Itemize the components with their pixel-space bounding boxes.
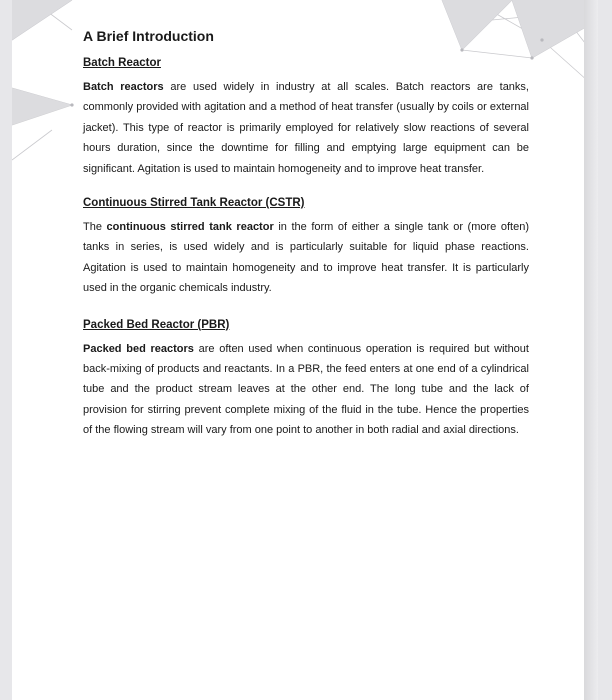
batch-reactor-text: are used widely in industry at all scales. Batch reactors are tanks, commonly provided with agitation and a method of heat transfer (usually by coils or external jacket). This type of reactor is primarily employed for relatively slow reactions of several hours duration, since the downtime for filling and emptying large equipment can be significant. Agitation is used to maintain homogeneity and to improve heat transfer.: [83, 81, 529, 175]
cstr-text: in the form of either a single tank or (more often) tanks in series, is used widely and is particularly suitable for liquid phase reactions. Agitation is used to maintain homogeneity and to improve heat transfer. It is particularly used in the organic chemicals industry.: [83, 221, 529, 295]
section-heading-batch-reactor: Batch Reactor: [83, 57, 161, 69]
document-page: [12, 0, 598, 700]
document-body: [83, 27, 529, 441]
pbr-paragraph: [83, 339, 529, 441]
document-title: A Brief Introduction: [83, 28, 214, 44]
batch-reactor-paragraph: [83, 77, 529, 179]
pbr-text: are often used when continuous operation is required but without back-mixing of products and reactants. In a PBR, the feed enters at one end of a cylindrical tube and the product stream leaves at the other end. The long tube and the lack of provision for stirring prevent complete mixing of the fluid in the tube. Hence the properties of the flowing stream will vary from one point to another in both radial and axial directions.: [83, 342, 529, 437]
section-heading-pbr: Packed Bed Reactor (PBR): [83, 318, 230, 331]
cstr-lead-plain: The: [83, 221, 107, 234]
pbr-lead: Packed bed reactors: [83, 342, 194, 355]
cstr-paragraph: [83, 217, 529, 299]
page-edge-shadow: [584, 0, 598, 700]
cstr-lead: continuous stirred tank reactor: [106, 221, 274, 234]
batch-reactor-lead: Batch reactors: [83, 81, 164, 93]
section-heading-cstr: Continuous Stirred Tank Reactor (CSTR): [83, 197, 305, 210]
